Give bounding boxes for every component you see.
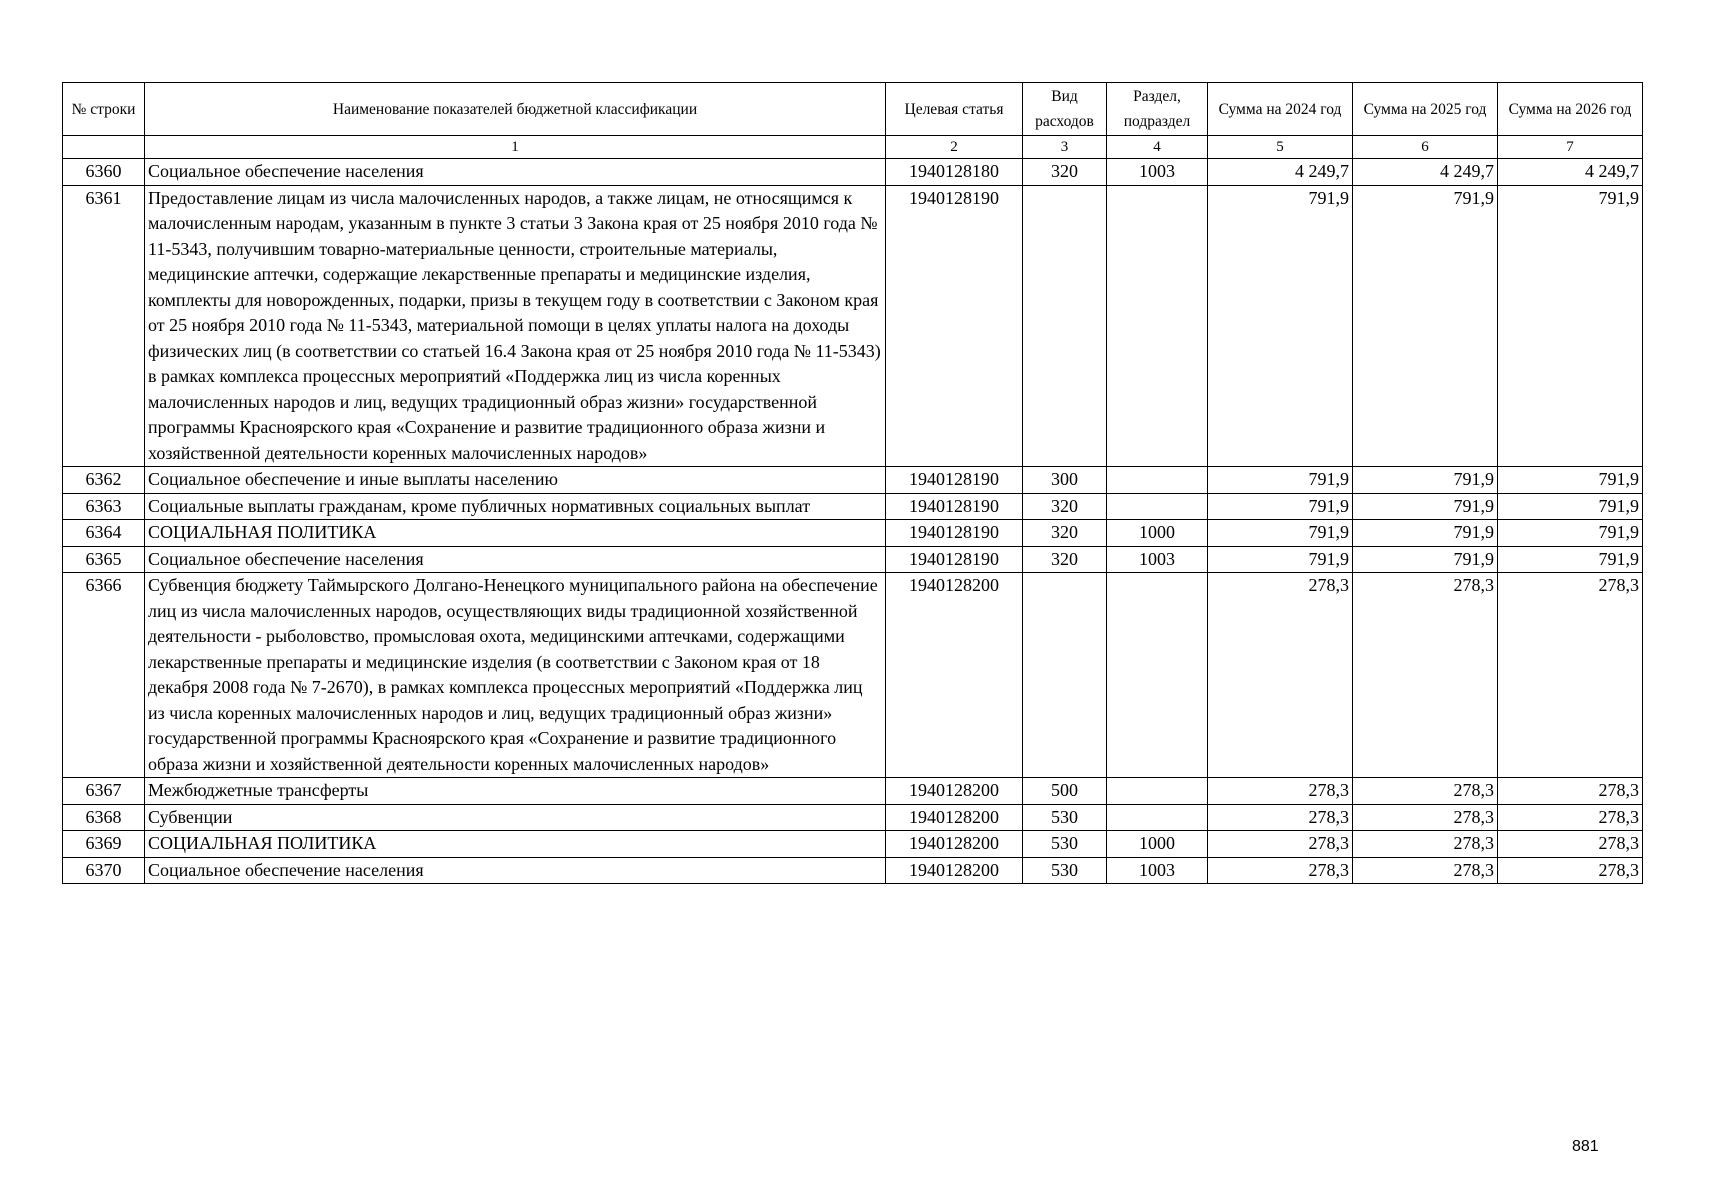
table-header	[63, 83, 1643, 159]
section-code	[1107, 467, 1208, 494]
column-number: 3	[1023, 136, 1107, 159]
section-code: 1003	[1107, 546, 1208, 573]
section-code: 1003	[1107, 857, 1208, 884]
sum-2024: 278,3	[1208, 831, 1353, 858]
section-code: 1000	[1107, 831, 1208, 858]
table-row	[63, 185, 1643, 467]
header-target-article: Целевая статья	[886, 83, 1023, 136]
section-code	[1107, 804, 1208, 831]
section-code: 1000	[1107, 520, 1208, 547]
header-sum-2024: Сумма на 2024 год	[1208, 83, 1353, 136]
sum-2024: 4 249,7	[1208, 159, 1353, 186]
sum-2024: 278,3	[1208, 804, 1353, 831]
sum-2026: 278,3	[1498, 857, 1643, 884]
section-code	[1107, 185, 1208, 467]
sum-2026: 278,3	[1498, 573, 1643, 778]
indicator-name: Социальные выплаты гражданам, кроме публичных нормативных социальных выплат	[145, 493, 886, 520]
sum-2026: 791,9	[1498, 185, 1643, 467]
header-expense-kind: Вид расходов	[1023, 83, 1107, 136]
section-code: 1003	[1107, 159, 1208, 186]
sum-2025: 791,9	[1353, 520, 1498, 547]
sum-2025: 791,9	[1353, 493, 1498, 520]
table-row	[63, 857, 1643, 884]
sum-2024: 278,3	[1208, 573, 1353, 778]
indicator-name: Предоставление лицам из числа малочисленных народов, а также лицам, не относящимся к малочисленным народам, указанным в пункте 3 статьи 3 Закона края от 25 ноября 2010 года № 11-5343, получившим товарно-материальные ценности, строительные материалы, медицинские аптечки, содержащие лекарственные препараты и медицинские изделия, комплекты для новорожденных, подарки, призы в текущем году в соответствии с Законом края от 25 ноября 2010 года № 11-5343, материальной помощи в целях уплаты налога на доходы физических лиц (в соответствии со статьей 16.4 Закона края от 25 ноября 2010 года № 11-5343) в рамках комплекса процессных мероприятий «Поддержка лиц из числа коренных малочисленных народов и лиц, ведущих традиционный образ жизни» государственной программы Красноярского края «Сохранение и развитие традиционного образа жизни и хозяйственной деятельности коренных малочисленных народов»	[145, 185, 886, 467]
sum-2026: 4 249,7	[1498, 159, 1643, 186]
target-article: 1940128190	[886, 520, 1023, 547]
target-article: 1940128200	[886, 573, 1023, 778]
table-row	[63, 573, 1643, 778]
row-number: 6366	[63, 573, 145, 778]
page-number: 881	[1572, 1138, 1599, 1155]
table-row	[63, 159, 1643, 186]
row-number: 6360	[63, 159, 145, 186]
header-section: Раздел, подраздел	[1107, 83, 1208, 136]
expense-kind: 500	[1023, 778, 1107, 805]
column-number: 4	[1107, 136, 1208, 159]
sum-2024: 791,9	[1208, 185, 1353, 467]
budget-table	[62, 82, 1643, 884]
section-code	[1107, 493, 1208, 520]
target-article: 1940128200	[886, 831, 1023, 858]
target-article: 1940128190	[886, 546, 1023, 573]
sum-2024: 278,3	[1208, 857, 1353, 884]
header-row-number: № строки	[63, 83, 145, 136]
header-indicator-name: Наименование показателей бюджетной классификации	[145, 83, 886, 136]
sum-2026: 278,3	[1498, 831, 1643, 858]
table-row	[63, 467, 1643, 494]
column-number: 5	[1208, 136, 1353, 159]
header-sum-2025: Сумма на 2025 год	[1353, 83, 1498, 136]
indicator-name: Социальное обеспечение населения	[145, 159, 886, 186]
column-number: 7	[1498, 136, 1643, 159]
row-number: 6370	[63, 857, 145, 884]
expense-kind: 300	[1023, 467, 1107, 494]
indicator-name: Субвенция бюджету Таймырского Долгано-Ненецкого муниципального района на обеспечение лиц из числа малочисленных народов, осуществляющих виды традиционной хозяйственной деятельности - рыболовство, промысловая охота, медицинскими аптечками, содержащими лекарственные препараты и медицинские изделия (в соответствии с Законом края от 18 декабря 2008 года № 7-2670), в рамках комплекса процессных мероприятий «Поддержка лиц из числа коренных малочисленных народов и лиц, ведущих традиционный образ жизни» государственной программы Красноярского края «Сохранение и развитие традиционного образа жизни и хозяйственной деятельности коренных малочисленных народов»	[145, 573, 886, 778]
sum-2026: 791,9	[1498, 493, 1643, 520]
sum-2024: 791,9	[1208, 546, 1353, 573]
expense-kind: 320	[1023, 159, 1107, 186]
header-sum-2026: Сумма на 2026 год	[1498, 83, 1643, 136]
target-article: 1940128190	[886, 493, 1023, 520]
section-code	[1107, 573, 1208, 778]
table-row	[63, 493, 1643, 520]
header-row	[63, 83, 1643, 136]
expense-kind: 530	[1023, 857, 1107, 884]
sum-2024: 791,9	[1208, 493, 1353, 520]
column-number	[63, 136, 145, 159]
expense-kind	[1023, 573, 1107, 778]
expense-kind	[1023, 185, 1107, 467]
sum-2024: 278,3	[1208, 778, 1353, 805]
section-code	[1107, 778, 1208, 805]
sum-2025: 278,3	[1353, 778, 1498, 805]
row-number: 6361	[63, 185, 145, 467]
sum-2025: 791,9	[1353, 185, 1498, 467]
indicator-name: Социальное обеспечение населения	[145, 546, 886, 573]
target-article: 1940128200	[886, 778, 1023, 805]
column-number-row	[63, 136, 1643, 159]
expense-kind: 320	[1023, 520, 1107, 547]
table-row	[63, 520, 1643, 547]
sum-2025: 278,3	[1353, 831, 1498, 858]
sum-2025: 791,9	[1353, 467, 1498, 494]
sum-2026: 791,9	[1498, 467, 1643, 494]
target-article: 1940128180	[886, 159, 1023, 186]
table-row	[63, 546, 1643, 573]
row-number: 6364	[63, 520, 145, 547]
target-article: 1940128200	[886, 857, 1023, 884]
column-number: 2	[886, 136, 1023, 159]
table-body	[63, 159, 1643, 884]
target-article: 1940128200	[886, 804, 1023, 831]
table-row	[63, 831, 1643, 858]
target-article: 1940128190	[886, 185, 1023, 467]
row-number: 6368	[63, 804, 145, 831]
target-article: 1940128190	[886, 467, 1023, 494]
indicator-name: Социальное обеспечение населения	[145, 857, 886, 884]
sum-2025: 278,3	[1353, 573, 1498, 778]
sum-2026: 791,9	[1498, 546, 1643, 573]
sum-2024: 791,9	[1208, 467, 1353, 494]
indicator-name: Межбюджетные трансферты	[145, 778, 886, 805]
row-number: 6367	[63, 778, 145, 805]
sum-2025: 791,9	[1353, 546, 1498, 573]
sum-2026: 791,9	[1498, 520, 1643, 547]
expense-kind: 320	[1023, 546, 1107, 573]
row-number: 6362	[63, 467, 145, 494]
sum-2025: 278,3	[1353, 804, 1498, 831]
indicator-name: Субвенции	[145, 804, 886, 831]
sum-2024: 791,9	[1208, 520, 1353, 547]
row-number: 6365	[63, 546, 145, 573]
row-number: 6363	[63, 493, 145, 520]
indicator-name: СОЦИАЛЬНАЯ ПОЛИТИКА	[145, 520, 886, 547]
sum-2025: 278,3	[1353, 857, 1498, 884]
indicator-name: СОЦИАЛЬНАЯ ПОЛИТИКА	[145, 831, 886, 858]
column-number: 1	[145, 136, 886, 159]
table-row	[63, 804, 1643, 831]
sum-2026: 278,3	[1498, 778, 1643, 805]
sum-2026: 278,3	[1498, 804, 1643, 831]
expense-kind: 320	[1023, 493, 1107, 520]
column-number: 6	[1353, 136, 1498, 159]
expense-kind: 530	[1023, 831, 1107, 858]
sum-2025: 4 249,7	[1353, 159, 1498, 186]
expense-kind: 530	[1023, 804, 1107, 831]
indicator-name: Социальное обеспечение и иные выплаты населению	[145, 467, 886, 494]
row-number: 6369	[63, 831, 145, 858]
table-row	[63, 778, 1643, 805]
